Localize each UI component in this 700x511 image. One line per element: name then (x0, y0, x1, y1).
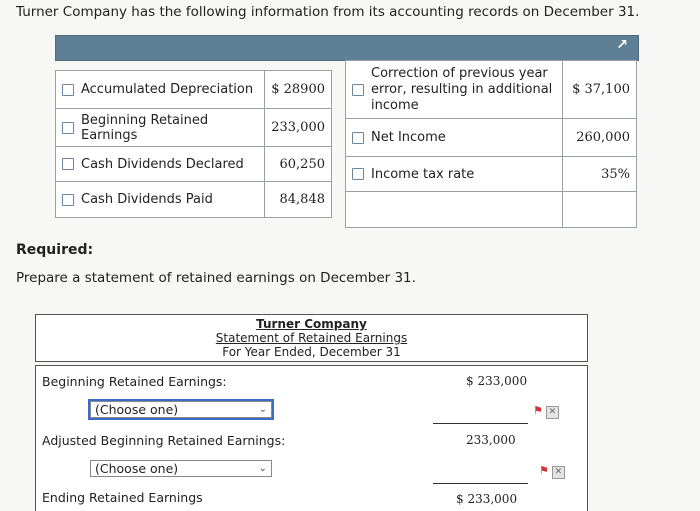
table-row (346, 119, 637, 157)
row-label: Beginning Retained Earnings (81, 112, 209, 143)
checkbox[interactable] (62, 122, 74, 134)
right-info-table (345, 60, 637, 228)
row-label: Cash Dividends Paid (81, 192, 213, 207)
row-label: Net Income (371, 130, 446, 145)
row-value: $ 28900 (265, 71, 332, 109)
choose-one-select-2[interactable] (90, 460, 272, 477)
row-label: Correction of previous year error, resulting in additional income (371, 65, 553, 113)
table-row (346, 157, 637, 192)
row-value: 60,250 (265, 147, 332, 182)
close-icon[interactable]: ✕ (552, 466, 565, 479)
checkbox[interactable] (352, 132, 364, 144)
statement-header (35, 314, 588, 362)
feedback-icons (533, 404, 559, 419)
table-row (346, 192, 637, 228)
checkbox[interactable] (352, 168, 364, 180)
table-row (346, 61, 637, 119)
row-label: Income tax rate (371, 166, 475, 182)
row-value: 233,000 (265, 109, 332, 147)
statement-title: Statement of Retained Earnings (215, 331, 408, 345)
statement-period: For Year Ended, December 31 (222, 345, 401, 359)
chevron-down-icon: ⌄ (258, 404, 267, 415)
table-row (56, 182, 332, 218)
required-text: Prepare a statement of retained earnings on December 31. (16, 270, 416, 286)
intro-text: Turner Company has the following information from its accounting records on December 31. (16, 4, 640, 20)
beginning-amount: $ 233,000 (466, 374, 528, 388)
row-label: Cash Dividends Declared (81, 156, 244, 172)
checkbox[interactable] (62, 194, 74, 206)
table-row (56, 109, 332, 147)
beginning-label: Beginning Retained Earnings: (42, 374, 227, 389)
flag-icon: ⚑ (533, 404, 543, 417)
checkbox[interactable] (62, 158, 74, 170)
row-label: Accumulated Depreciation (81, 82, 254, 97)
table-row (56, 71, 332, 109)
feedback-icons (539, 464, 565, 479)
close-icon[interactable]: ✕ (546, 406, 559, 419)
table-row (56, 147, 332, 182)
flag-icon: ⚑ (539, 464, 549, 477)
adjusted-amount: 233,000 (466, 433, 516, 447)
select-value: (Choose one) (95, 461, 179, 476)
underline (433, 423, 528, 424)
ending-label: Ending Retained Earnings (42, 490, 203, 505)
corner-arrow-icon: ↗ (616, 37, 628, 53)
row-value: 35% (563, 157, 637, 192)
checkbox[interactable] (62, 84, 74, 96)
select-value: (Choose one) (95, 402, 179, 417)
choose-one-select-1[interactable] (90, 401, 272, 418)
row-value: 260,000 (563, 119, 637, 157)
row-value: $ 37,100 (563, 61, 637, 119)
empty-cell (563, 192, 637, 228)
table-header-bar (55, 35, 639, 61)
adjusted-label: Adjusted Beginning Retained Earnings: (42, 433, 286, 448)
ending-amount: $ 233,000 (456, 492, 518, 506)
empty-cell (346, 192, 563, 228)
left-info-table (55, 70, 332, 218)
statement-body (35, 365, 588, 511)
chevron-down-icon: ⌄ (258, 463, 267, 474)
row-value: 84,848 (265, 182, 332, 218)
required-heading: Required: (16, 242, 94, 258)
checkbox[interactable] (352, 84, 364, 96)
company-name: Turner Company (256, 317, 367, 331)
underline (433, 483, 528, 484)
